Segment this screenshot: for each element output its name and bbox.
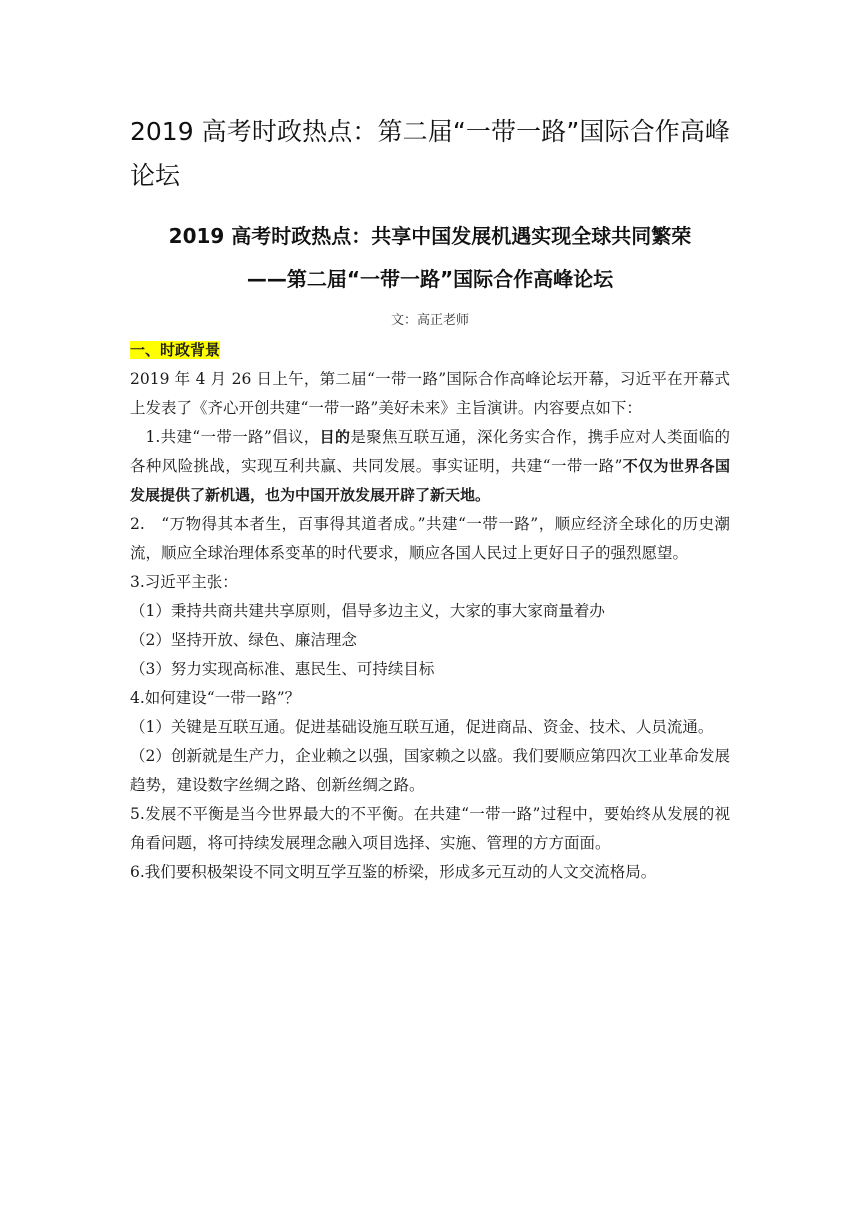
article-body [130, 336, 730, 887]
point-6: 6.我们要积极架设不同文明互学互鉴的桥梁，形成多元互动的人文交流格局。 [130, 863, 657, 881]
document-title: 2019 高考时政热点：第二届“一带一路”国际合作高峰论坛 [130, 117, 730, 190]
point-1-emphasis: 不仅为世界各国发展提供了新机遇，也为中国开放发展开辟了新天地。 [130, 457, 730, 504]
point-1-text: 是聚焦互联互通，深化务实合作，携手应对人类面临的各种风险挑战，实现互利共赢、共同发展。事实证明，共建“一带一路” [130, 428, 730, 475]
author-line: 文：高正老师 [390, 313, 469, 328]
point-4-item-1: （1）关键是互联互通。促进基础设施互联互通，促进商品、资金、技术、人员流通。 [130, 718, 714, 736]
article-title: 2019 高考时政热点：共享中国发展机遇实现全球共同繁荣 [168, 224, 692, 248]
point-3-item-2: （2）坚持开放、绿色、廉洁理念 [130, 631, 357, 649]
point-1-lead: 1.共建“一带一路”倡议， [145, 428, 320, 446]
point-4-item-2: （2）创新就是生产力，企业赖之以强，国家赖之以盛。我们要顺应第四次工业革命发展趋势，建设数字丝绸之路、创新丝绸之路。 [130, 747, 730, 794]
point-3-item-3: （3）努力实现高标准、惠民生、可持续目标 [130, 660, 435, 678]
point-4: 4.如何建设“一带一路”？ [130, 689, 301, 707]
section-heading: 一、时政背景 [130, 341, 221, 359]
point-5: 5.发展不平衡是当今世界最大的不平衡。在共建“一带一路”过程中，要始终从发展的视角看问题，将可持续发展理念融入项目选择、实施、管理的方方面面。 [130, 805, 730, 852]
point-3-item-1: （1）秉持共商共建共享原则，倡导多边主义，大家的事大家商量着办 [130, 602, 605, 620]
point-2: 2. “万物得其本者生，百事得其道者成。”共建“一带一路”，顺应经济全球化的历史潮流，顺应全球治理体系变革的时代要求，顺应各国人民过上更好日子的强烈愿望。 [130, 515, 730, 562]
point-1 [130, 423, 730, 510]
article-subtitle: ——第二届“一带一路”国际合作高峰论坛 [246, 267, 614, 291]
point-3: 3.习近平主张： [130, 573, 238, 591]
intro-paragraph: 2019 年 4 月 26 日上午，第二届“一带一路”国际合作高峰论坛开幕，习近平在开幕式上发表了《齐心开创共建“一带一路”美好未来》主旨演讲。内容要点如下： [130, 370, 730, 417]
point-1-keyword: 目的 [319, 428, 351, 446]
section-heading-paragraph [130, 336, 730, 365]
